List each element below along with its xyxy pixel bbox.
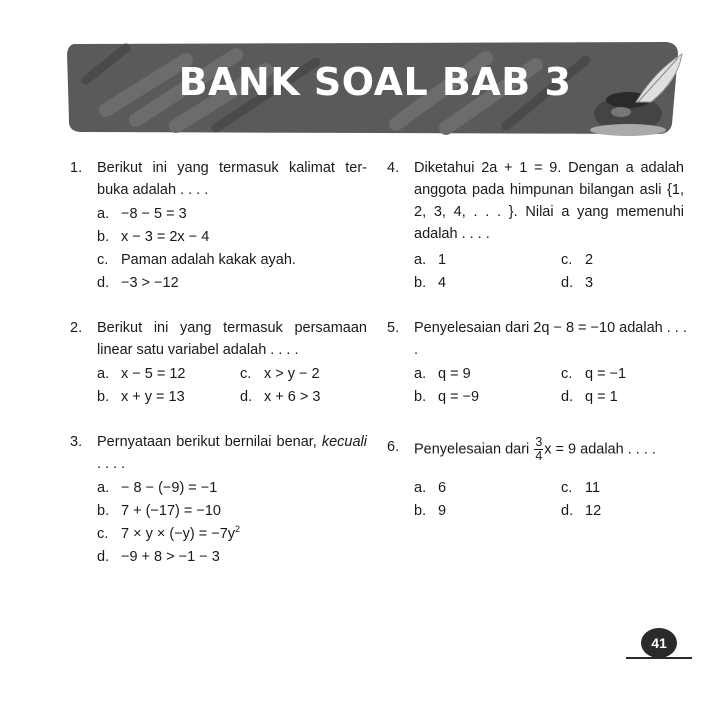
option-b: b. q = −9 [414, 389, 480, 405]
option-c: c. Paman adalah kakak ayah. [97, 252, 296, 268]
question-stem: Diketahui 2a + 1 = 9. Dengan a adalah anggota pada himpunan bilangan asli {1, 2, 3, 4, . . . }. Nilai a yang memenuhi adalah . . . . [414, 160, 684, 242]
option-a: a. −8 − 5 = 3 [97, 206, 187, 222]
fraction: $\frac{3}{4}$ [535, 435, 543, 463]
question-stem: Penyelesaian dari 2q − 8 = −10 adalah . . . . [414, 320, 687, 358]
option-d: d. 3 [561, 275, 594, 291]
option-d: d. 12 [561, 503, 602, 519]
option-c: c. $7 \times y \times (-y) = -7y^2$ [97, 524, 241, 542]
question-stem: Penyelesaian dari $\frac{3}{4}$ x = 9 adalah . . . . [414, 435, 656, 463]
question-number: 5. [387, 320, 400, 336]
option-b: b. x − 3 = 2x − 4 [97, 229, 210, 245]
chapter-banner [66, 40, 684, 136]
option-c: c. x > y − 2 [240, 366, 320, 382]
option-c: c. 11 [561, 480, 601, 496]
question-number: 4. [387, 160, 400, 176]
question-stem: Pernyataan berikut bernilai benar, kecuali . . . . [97, 434, 367, 472]
option-b: b. x + y = 13 [97, 389, 185, 405]
question-stem: Berikut ini yang termasuk kalimat ter- buka adalah . . . . [97, 160, 367, 198]
page-number: 41 [651, 635, 667, 651]
option-a: a. 1 [414, 252, 447, 268]
option-d: d. −9 + 8 > −1 − 3 [97, 549, 220, 565]
option-a: a. 6 [414, 480, 447, 496]
option-d: d. x + 6 > 3 [240, 389, 321, 405]
question-number: 6. [387, 439, 400, 455]
question-number: 2. [70, 320, 83, 336]
option-b: b. 4 [414, 275, 447, 291]
question-number: 3. [70, 434, 83, 450]
option-d: d. −3 > −12 [97, 275, 179, 291]
banner-title: BANK SOAL BAB 3 [178, 60, 572, 104]
option-a: a. x − 5 = 12 [97, 366, 186, 382]
option-b: b. 9 [414, 503, 447, 519]
question-number: 1. [70, 160, 83, 176]
option-d: d. q = 1 [561, 389, 618, 405]
question-stem: Berikut ini yang termasuk persamaan linear satu variabel adalah . . . . [97, 320, 367, 358]
option-a: a. q = 9 [414, 366, 471, 382]
option-c: c. q = −1 [561, 366, 627, 382]
option-a: a. − 8 − (−9) = −1 [97, 480, 218, 496]
option-c: c. 2 [561, 252, 594, 268]
option-b: b. 7 + (−17) = −10 [97, 503, 221, 519]
